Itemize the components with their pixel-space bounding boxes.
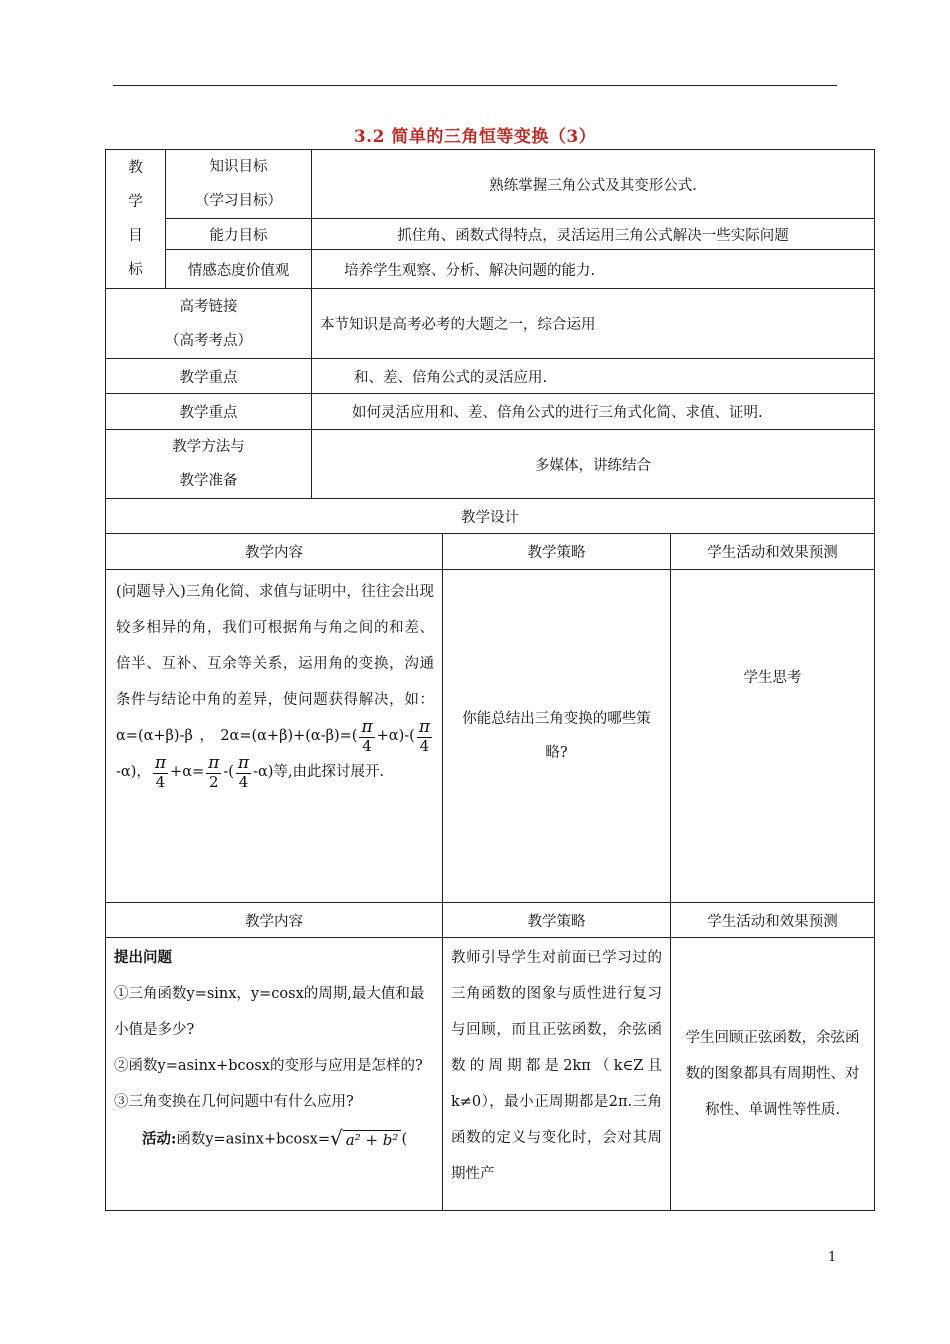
- page-number: 1: [828, 1250, 837, 1265]
- problems-heading: 提出问题: [114, 949, 172, 966]
- key-point-label: 教学重点: [106, 359, 312, 394]
- fraction-pi-over-4: $\frac{\pi}{4}$: [418, 717, 430, 755]
- header-activity-2: 学生活动和效果预测: [671, 903, 875, 938]
- ability-goal-value: 抓住角、函数式得特点，灵活运用三角公式解决一些实际问题: [312, 219, 875, 250]
- exam-link-label: 高考链接 （高考考点）: [106, 289, 312, 359]
- lesson-plan-table: [105, 149, 875, 1211]
- header-activity: 学生活动和效果预测: [671, 534, 875, 570]
- key-point-label-2: 教学重点: [106, 394, 312, 430]
- design-label: 教学设计: [106, 499, 875, 534]
- exam-link-value: 本节知识是高考必考的大题之一，综合运用: [312, 289, 875, 359]
- knowledge-goal-label: 知识目标 （学习目标）: [166, 150, 312, 219]
- method-value: 多媒体，讲练结合: [312, 430, 875, 499]
- emotion-goal-label: 情感态度价值观: [166, 250, 312, 289]
- fraction-pi-over-2: $\frac{\pi}{2}$: [208, 753, 220, 791]
- question-1: ①三角函数y=sinx，y=cosx的周期,最大值和最小值是多少?: [114, 986, 425, 1038]
- goals-label: 教 学 目 标: [106, 150, 166, 289]
- header-rule: [113, 85, 837, 86]
- header-content: 教学内容: [106, 534, 443, 570]
- fraction-pi-over-4: $\frac{\pi}{4}$: [361, 717, 373, 755]
- header-content-2: 教学内容: [106, 903, 443, 938]
- emotion-goal-value: 培养学生观察、分析、解决问题的能力.: [312, 250, 875, 289]
- ability-goal-label: 能力目标: [166, 219, 312, 250]
- document-title: 3.2 简单的三角恒等变换（3）: [353, 127, 597, 147]
- knowledge-goal-value: 熟练掌握三角公式及其变形公式.: [312, 150, 875, 219]
- header-strategy-2: 教学策略: [443, 903, 671, 938]
- method-label: 教学方法与 教学准备: [106, 430, 312, 499]
- header-strategy: 教学策略: [443, 534, 671, 570]
- problems-content: 提出问题 ①三角函数y=sinx，y=cosx的周期,最大值和最小值是多少? ②函数y=asinx+bcosx的变形与应用是怎样的? ③三角变换在几何问题中有什么应用? 活动:函数y=asinx+bcosx=√ a² + b² (: [106, 938, 443, 1211]
- question-3: ③三角变换在几何问题中有什么应用?: [114, 1094, 354, 1110]
- key-point-value-2: 如何灵活应用和、差、倍角公式的进行三角式化简、求值、证明.: [312, 394, 875, 430]
- question-2: ②函数y=asinx+bcosx的变形与应用是怎样的?: [114, 1058, 423, 1074]
- key-point-value: 和、差、倍角公式的灵活应用.: [312, 359, 875, 394]
- fraction-pi-over-4: $\frac{\pi}{4}$: [237, 753, 250, 791]
- sqrt-expression: √ a² + b²: [330, 1120, 401, 1159]
- activity-label: 活动:: [142, 1130, 177, 1148]
- problems-activity: 学生回顾正弦函数，余弦函数的图象都具有周期性、对称性、单调性等性质.: [671, 938, 875, 1211]
- intro-activity: 学生思考: [671, 570, 875, 903]
- fraction-pi-over-4: $\frac{\pi}{4}$: [154, 753, 167, 791]
- problems-strategy: 教师引导学生对前面已学习过的三角函数的图象与质性进行复习与回顾，而且正弦函数，余弦函数的周期都是2kπ（k∈Z且k≠0），最小正周期都是2π.三角函数的定义与变化时，会对其周期性产: [443, 938, 671, 1211]
- intro-strategy: 你能总结出三角变换的哪些策略?: [443, 570, 671, 903]
- intro-content: (问题导入)三角化简、求值与证明中，往往会出现较多相异的角，我们可根据角与角之间的和差、倍半、互补、互余等关系，运用角的变换，沟通条件与结论中角的差异，使问题获得解决，如：α=(α+β)-β，2α=(α+β)+(α-β)=( $\frac{\pi}{4}$ +α)-( $\frac{\pi}{4}$ -α)， $\frac{\pi}{4}$ +α= $\frac{\pi}{2}$ -( $\frac{\pi}{4}$ -α)等,由此探讨展开.: [106, 570, 443, 903]
